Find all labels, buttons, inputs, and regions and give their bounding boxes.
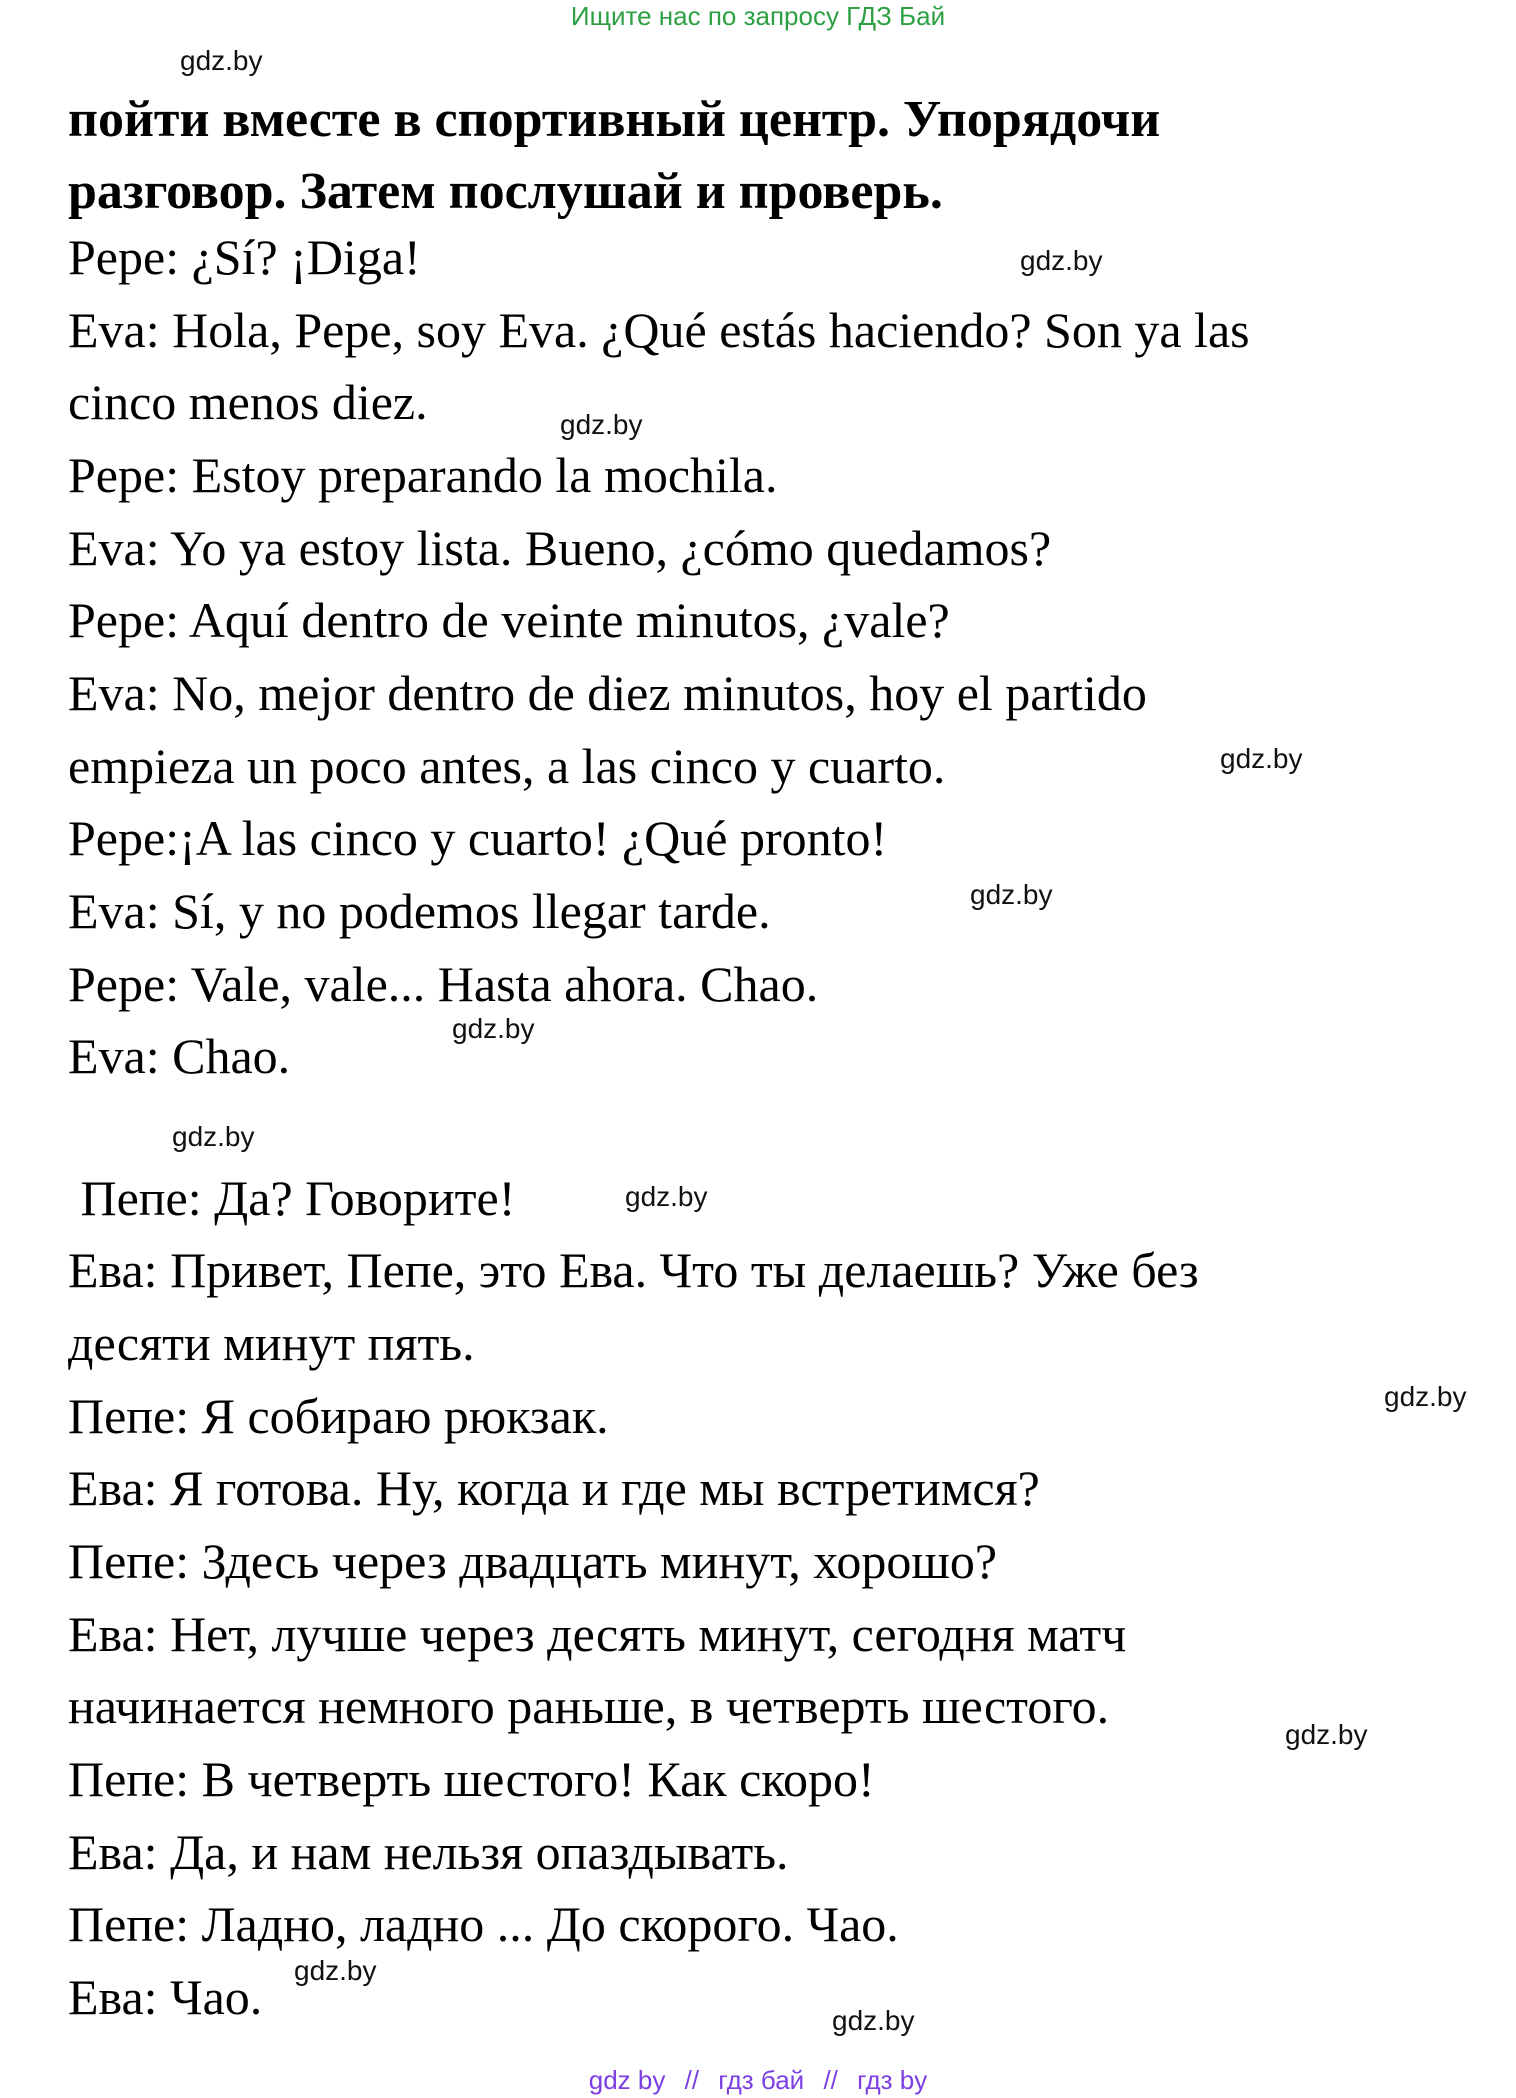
dialogue-line: Пепе: Здесь через двадцать минут, хорошо? xyxy=(68,1533,998,1589)
dialogue-line: Пепе: Я собираю рюкзак. xyxy=(68,1388,609,1444)
dialogue-line: Ева: Да, и нам нельзя опаздывать. xyxy=(68,1824,789,1880)
footer-separator: // xyxy=(823,2065,838,2095)
footer-separator: // xyxy=(684,2065,700,2095)
dialogue-line: Eva: Hola, Pepe, soy Eva. ¿Qué estás haciendo? Son ya las xyxy=(68,302,1250,358)
dialogue-line: Pepe: Estoy preparando la mochila. xyxy=(68,447,778,503)
watermark: gdz.by xyxy=(1220,743,1303,774)
top-banner[interactable]: Ищите нас по запросу ГДЗ Бай xyxy=(570,1,946,31)
watermark: gdz.by xyxy=(625,1181,708,1212)
dialogue-line: Пепе: Ладно, ладно ... До скорого. Чао. xyxy=(68,1896,899,1952)
dialogue-line: Pepe:¡A las cinco y cuarto! ¿Qué pronto! xyxy=(68,810,888,866)
watermark: gdz.by xyxy=(1384,1381,1467,1412)
dialogue-line: Eva: Sí, y no podemos llegar tarde. xyxy=(68,883,771,939)
footer-link[interactable]: gdz by xyxy=(588,2065,666,2095)
dialogue-line: Eva: Chao. xyxy=(68,1028,291,1084)
dialogue-line: cinco menos diez. xyxy=(68,374,428,430)
dialogue-line: Пепе: В четверть шестого! Как скоро! xyxy=(68,1751,875,1807)
dialogue-line: Eva: Yo ya estoy lista. Bueno, ¿cómo quedamos? xyxy=(68,520,1052,576)
footer-link[interactable]: гдз бай xyxy=(718,2065,805,2095)
dialogue-line: Ева: Привет, Пепе, это Ева. Что ты делаешь? Уже без xyxy=(68,1242,1199,1298)
exercise-heading xyxy=(68,84,1488,228)
dialogue-line: Пепе: Да? Говорите! xyxy=(68,1170,516,1226)
dialogue-line: Ева: Чао. xyxy=(68,1969,263,2025)
dialogue-line: Pepe: Aquí dentro de veinte minutos, ¿vale? xyxy=(68,592,950,648)
watermark: gdz.by xyxy=(172,1121,255,1152)
watermark: gdz.by xyxy=(294,1955,377,1986)
dialogue-line: Eva: No, mejor dentro de diez minutos, hoy el partido xyxy=(68,665,1147,721)
watermark: gdz.by xyxy=(560,409,643,440)
heading-line: разговор. Затем послушай и проверь. xyxy=(68,163,943,220)
watermark: gdz.by xyxy=(970,879,1053,910)
watermark: gdz.by xyxy=(180,45,263,76)
footer-links xyxy=(0,2064,1516,2096)
dialogue-line: Pepe: Vale, vale... Hasta ahora. Chao. xyxy=(68,956,819,1012)
watermark: gdz.by xyxy=(452,1013,535,1044)
watermark: gdz.by xyxy=(1285,1719,1368,1750)
heading-line: пойти вместе в спортивный центр. Упорядочи xyxy=(68,91,1161,148)
watermark: gdz.by xyxy=(1020,245,1103,276)
dialogue-line: Ева: Я готова. Ну, когда и где мы встретимся? xyxy=(68,1460,1040,1516)
dialogue-line: десяти минут пять. xyxy=(68,1315,475,1371)
footer-link[interactable]: гдз by xyxy=(857,2065,928,2095)
watermark: gdz.by xyxy=(832,2005,915,2036)
dialogue-line: начинается немного раньше, в четверть шестого. xyxy=(68,1678,1110,1734)
dialogue-line: Ева: Нет, лучше через десять минут, сегодня матч xyxy=(68,1606,1127,1662)
dialogue-line: empieza un poco antes, a las cinco y cuarto. xyxy=(68,738,946,794)
dialogue-line: Pepe: ¿Sí? ¡Diga! xyxy=(68,229,421,285)
